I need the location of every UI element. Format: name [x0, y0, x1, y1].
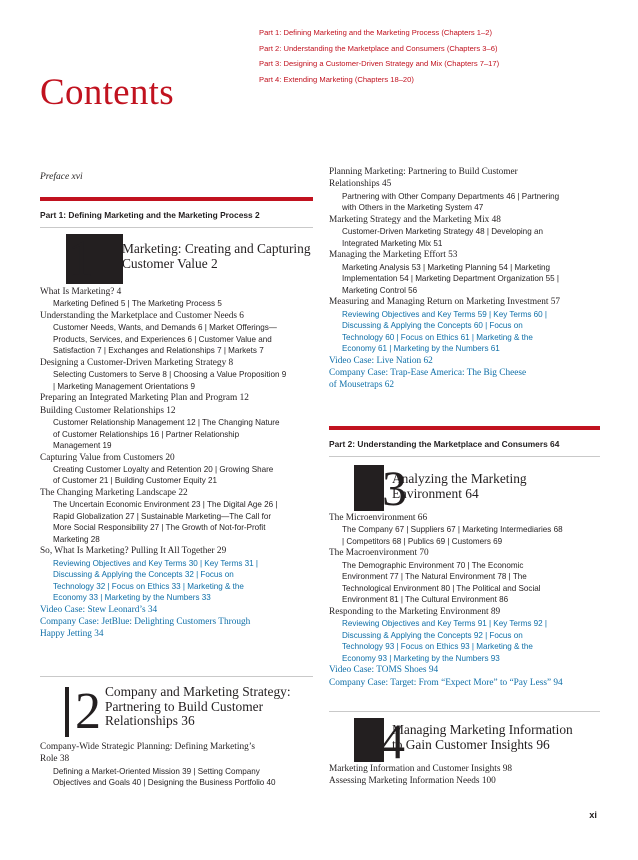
part2-rule — [329, 426, 600, 430]
toc-subentry: of Customer Relationships 16 | Partner Relationship — [53, 429, 240, 439]
toc-subentry: Products, Services, and Experiences 6 | Customer Value and — [53, 334, 272, 344]
chapter-2-title — [105, 685, 315, 729]
chapter-1-entries — [40, 286, 312, 641]
chapter-2-continued-entries — [329, 166, 601, 391]
toc-subentry: Selecting Customers to Serve 8 | Choosing a Value Proposition 9 — [53, 370, 287, 380]
parts-overview-item: Part 3: Designing a Customer-Driven Strategy and Mix (Chapters 7–17) — [259, 59, 500, 69]
chapter-2-entries — [40, 741, 312, 789]
toc-heading-entry: The Macroenvironment 70 — [329, 548, 429, 559]
divider — [40, 227, 313, 228]
toc-subentry: Objectives and Goals 40 | Designing the Business Portfolio 40 — [53, 778, 276, 788]
toc-subentry: Creating Customer Loyalty and Retention 20 | Growing Share — [53, 464, 274, 474]
toc-heading-entry: Assessing Marketing Information Needs 100 — [329, 776, 496, 787]
toc-case-entry: Video Case: Live Nation 62 — [329, 355, 433, 366]
toc-case-entry: Happy Jetting 34 — [40, 629, 104, 640]
toc-heading-entry: Understanding the Marketplace and Customer Needs 6 — [40, 310, 244, 321]
toc-heading-entry: Marketing Strategy and the Marketing Mix 48 — [329, 214, 501, 225]
toc-case-entry: Company Case: Trap-Ease America: The Big Cheese — [329, 367, 527, 378]
toc-subentry: Marketing Defined 5 | The Marketing Process 5 — [53, 299, 222, 309]
toc-heading-entry: Capturing Value from Customers 20 — [40, 452, 175, 463]
chapter-title-line: Managing Marketing Information — [392, 722, 573, 737]
toc-subentry: | Marketing Management Orientations 9 — [53, 381, 196, 391]
toc-heading-entry: The Changing Marketing Landscape 22 — [40, 487, 188, 498]
chapter-2-header — [40, 683, 313, 738]
toc-subentry: Satisfaction 7 | Exchanges and Relationships 7 | Markets 7 — [53, 346, 264, 356]
chapter-4-number: 4 — [380, 718, 405, 762]
toc-subentry: Environment 77 | The Natural Environment 78 | The — [342, 572, 527, 582]
toc-subentry: Management 19 — [53, 441, 112, 451]
toc-case-entry: of Mousetraps 62 — [329, 380, 395, 391]
parts-overview-item: Part 2: Understanding the Marketplace and Consumers (Chapters 3–6) — [259, 43, 498, 53]
toc-subentry: The Company 67 | Suppliers 67 | Marketing Intermediaries 68 — [342, 525, 563, 535]
toc-review-entry: Economy 93 | Marketing by the Numbers 93 — [342, 653, 500, 663]
toc-review-entry: Discussing & Applying the Concepts 32 | Focus on — [53, 570, 234, 580]
toc-heading-entry: What Is Marketing? 4 — [40, 287, 122, 297]
divider — [40, 676, 313, 677]
toc-heading-entry: Role 38 — [40, 754, 70, 765]
chapter-3-number: 3 — [382, 465, 407, 511]
part1-heading: Part 1: Defining Marketing and the Marketing Process 2 — [40, 210, 260, 220]
toc-heading-entry: Planning Marketing: Partnering to Build Customer — [329, 167, 518, 177]
toc-subentry: with Others in the Marketing System 47 — [342, 203, 484, 213]
chapter-title-line: Environment 64 — [392, 485, 479, 501]
part1-rule — [40, 197, 313, 201]
toc-review-entry: Technology 32 | Focus on Ethics 33 | Marketing & the — [53, 581, 244, 591]
toc-subentry: The Uncertain Economic Environment 23 | The Digital Age 26 | — [53, 500, 278, 510]
chapter-3-header — [329, 463, 600, 513]
toc-heading-entry: Measuring and Managing Return on Marketing Investment 57 — [329, 297, 561, 308]
toc-subentry: Customer Needs, Wants, and Demands 6 | Market Offerings— — [53, 323, 277, 333]
toc-case-entry: Video Case: TOMS Shoes 94 — [329, 665, 439, 676]
toc-subentry: More Social Responsibility 27 | The Growth of Not-for-Profit — [53, 523, 266, 533]
toc-review-entry: Reviewing Objectives and Key Terms 59 | Key Terms 60 | — [342, 309, 547, 319]
toc-subentry: The Demographic Environment 70 | The Economic — [342, 560, 524, 570]
toc-subentry: Marketing 28 — [53, 534, 100, 544]
toc-review-entry: Reviewing Objectives and Key Terms 91 | Key Terms 92 | — [342, 619, 547, 629]
toc-heading-entry: Building Customer Relationships 12 — [40, 405, 176, 416]
toc-subentry: | Competitors 68 | Publics 69 | Customers 69 — [342, 536, 503, 546]
chapter-2-number: 2 — [75, 687, 101, 737]
toc-review-entry: Discussing & Applying the Concepts 60 | Focus on — [342, 321, 523, 331]
preface-entry: Preface xvi — [40, 172, 83, 182]
chapter-title-line: Marketing: Creating and Capturing — [122, 241, 311, 256]
chapter-title-line: Relationships 36 — [105, 713, 195, 728]
chapter-title-line: Company and Marketing Strategy: — [105, 684, 291, 699]
toc-subentry: Technological Environment 80 | The Political and Social — [342, 583, 541, 593]
divider — [329, 456, 600, 457]
toc-heading-entry: Managing the Marketing Effort 53 — [329, 250, 458, 261]
chapter-title-line: Customer Value 2 — [122, 255, 218, 271]
chapter-3-entries — [329, 512, 601, 689]
toc-subentry: Defining a Market-Oriented Mission 39 | Setting Company — [53, 766, 260, 776]
toc-heading-entry: Designing a Customer-Driven Marketing Strategy 8 — [40, 357, 234, 368]
chapter-4-entries — [329, 763, 601, 788]
toc-review-entry: Reviewing Objectives and Key Terms 30 | Key Terms 31 | — [53, 558, 258, 568]
toc-heading-entry: Company-Wide Strategic Planning: Defining Marketing’s — [40, 742, 255, 752]
page-number: xi — [589, 810, 597, 820]
toc-heading-entry: So, What Is Marketing? Pulling It All Together 29 — [40, 546, 227, 557]
chapter-4-header — [329, 716, 600, 762]
parts-overview — [259, 25, 499, 87]
toc-review-entry: Economy 61 | Marketing by the Numbers 61 — [342, 344, 500, 354]
toc-case-entry: Company Case: JetBlue: Delighting Customers Through — [40, 617, 251, 628]
toc-review-entry: Technology 93 | Focus on Ethics 93 | Marketing & the — [342, 642, 533, 652]
chapter-title-line: to Gain Customer Insights 96 — [392, 736, 550, 752]
part2-heading: Part 2: Understanding the Marketplace and Consumers 64 — [329, 439, 560, 449]
toc-heading-entry: Relationships 45 — [329, 179, 392, 190]
chapter-title-line: Analyzing the Marketing — [392, 471, 527, 486]
toc-heading-entry: The Microenvironment 66 — [329, 513, 428, 523]
toc-review-entry: Technology 60 | Focus on Ethics 61 | Marketing & the — [342, 332, 533, 342]
chapter-1-header — [40, 231, 313, 288]
toc-case-entry: Company Case: Target: From “Expect More” to “Pay Less” 94 — [329, 677, 563, 688]
toc-subentry: Environment 81 | The Cultural Environment 86 — [342, 595, 509, 605]
toc-subentry: Customer Relationship Management 12 | The Changing Nature — [53, 418, 280, 428]
chapter-3-title — [392, 472, 592, 501]
page-title: Contents — [40, 72, 174, 113]
chapter-1-title — [122, 242, 322, 271]
parts-overview-item: Part 4: Extending Marketing (Chapters 18–20) — [259, 74, 414, 84]
chapter-1-number: 1 — [68, 231, 94, 288]
parts-overview-item: Part 1: Defining Marketing and the Marketing Process (Chapters 1–2) — [259, 28, 492, 37]
toc-subentry: Partnering with Other Company Departments 46 | Partnering — [342, 191, 560, 201]
toc-review-entry: Discussing & Applying the Concepts 92 | Focus on — [342, 630, 523, 640]
toc-heading-entry: Preparing an Integrated Marketing Plan and Program 12 — [40, 393, 249, 404]
toc-heading-entry: Responding to the Marketing Environment 89 — [329, 606, 501, 617]
toc-subentry: Implementation 54 | Marketing Department Organization 55 | — [342, 274, 560, 284]
toc-subentry: of Customer 21 | Building Customer Equity 21 — [53, 476, 218, 486]
toc-subentry: Marketing Control 56 — [342, 285, 418, 295]
chapter-title-line: Partnering to Build Customer — [105, 698, 264, 714]
chapter-4-title — [392, 723, 602, 752]
divider — [329, 711, 600, 712]
toc-subentry: Marketing Analysis 53 | Marketing Planning 54 | Marketing — [342, 262, 551, 272]
toc-case-entry: Video Case: Stew Leonard’s 34 — [40, 604, 158, 615]
toc-subentry: Customer-Driven Marketing Strategy 48 | Developing an — [342, 227, 543, 237]
toc-subentry: Rapid Globalization 27 | Sustainable Marketing—The Call for — [53, 511, 272, 521]
toc-subentry: Integrated Marketing Mix 51 — [342, 238, 443, 248]
toc-review-entry: Economy 33 | Marketing by the Numbers 33 — [53, 593, 211, 603]
toc-heading-entry: Marketing Information and Customer Insights 98 — [329, 764, 513, 774]
